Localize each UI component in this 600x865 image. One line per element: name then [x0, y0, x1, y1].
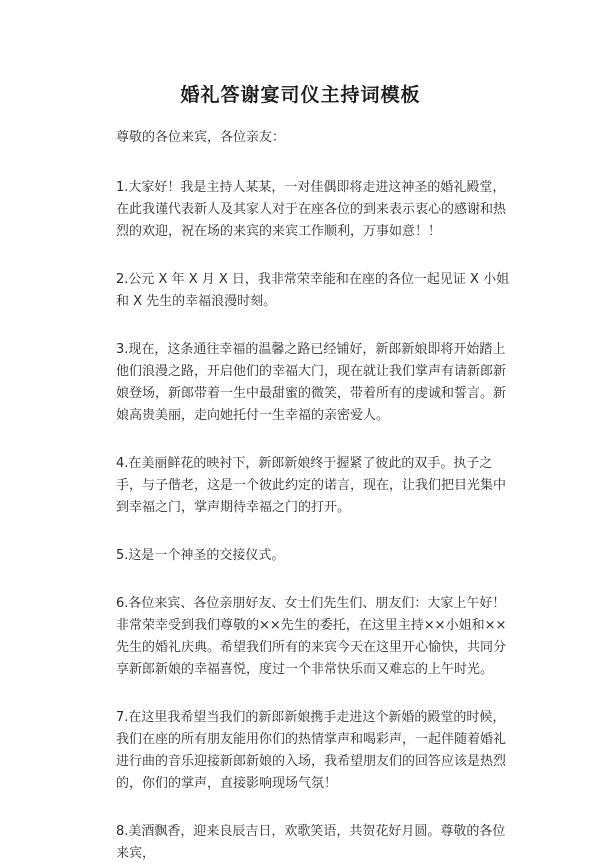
paragraph-3: 3.现在，这条通往幸福的温馨之路已经铺好，新郎新娘即将开始踏上他们浪漫之路，开启他们的幸福大门，现在就让我们掌声有请新郎新娘登场，新郎带着一生中最甜蜜的微笑，带着所有的虔诚和誓言。新娘高贵美丽，走向她托付一生幸福的亲密爱人。: [116, 342, 507, 423]
paragraph-5: 5.这是一个神圣的交接仪式。: [116, 548, 285, 563]
paragraph-7: 7.在这里我希望当我们的新郎新娘携手走进这个新婚的殿堂的时候，我们在座的所有朋友能用你们的热情掌声和喝彩声，一起伴随着婚礼进行曲的音乐迎接新郎新娘的入场，我希望朋友们的回答应该是热烈的，你们的掌声，直接影响现场气氛！: [116, 710, 507, 791]
paragraph-4: 4.在美丽鲜花的映衬下，新郎新娘终于握紧了彼此的双手。执子之手，与子偕老，这是一个彼此约定的诺言，现在，让我们把目光集中到幸福之门，掌声期待幸福之门的打开。: [116, 456, 507, 515]
paragraph-1: 1.大家好！我是主持人某某，一对佳偶即将走进这神圣的婚礼殿堂，在此我谨代表新人及其家人对于在座各位的到来表示衷心的感谢和热烈的欢迎，祝在场的来宾的来宾工作顺利，万事如意！！: [116, 180, 507, 239]
paragraph-2: 2.公元 X 年 X 月 X 日，我非常荣幸能和在座的各位一起见证 X 小姐和 X 先生的幸福浪漫时刻。: [116, 272, 510, 309]
paragraph-6: 6.各位来宾、各位亲朋好友、女士们先生们、朋友们：大家上午好！非常荣幸受到我们尊敬的××先生的委托，在这里主持××小姐和××先生的婚礼庆典。希望我们所有的来宾今天在这里开心愉快，共同分享新郎新娘的幸福喜悦，度过一个非常快乐而又难忘的上午时光。: [116, 596, 507, 677]
paragraph-8: 8.美酒飘香，迎来良辰吉日，欢歌笑语，共贺花好月圆。尊敬的各位来宾，: [116, 824, 506, 861]
page-title: 婚礼答谢宴司仪主持词模板: [180, 84, 421, 106]
greeting-line: 尊敬的各位来宾，各位亲友：: [116, 130, 286, 145]
